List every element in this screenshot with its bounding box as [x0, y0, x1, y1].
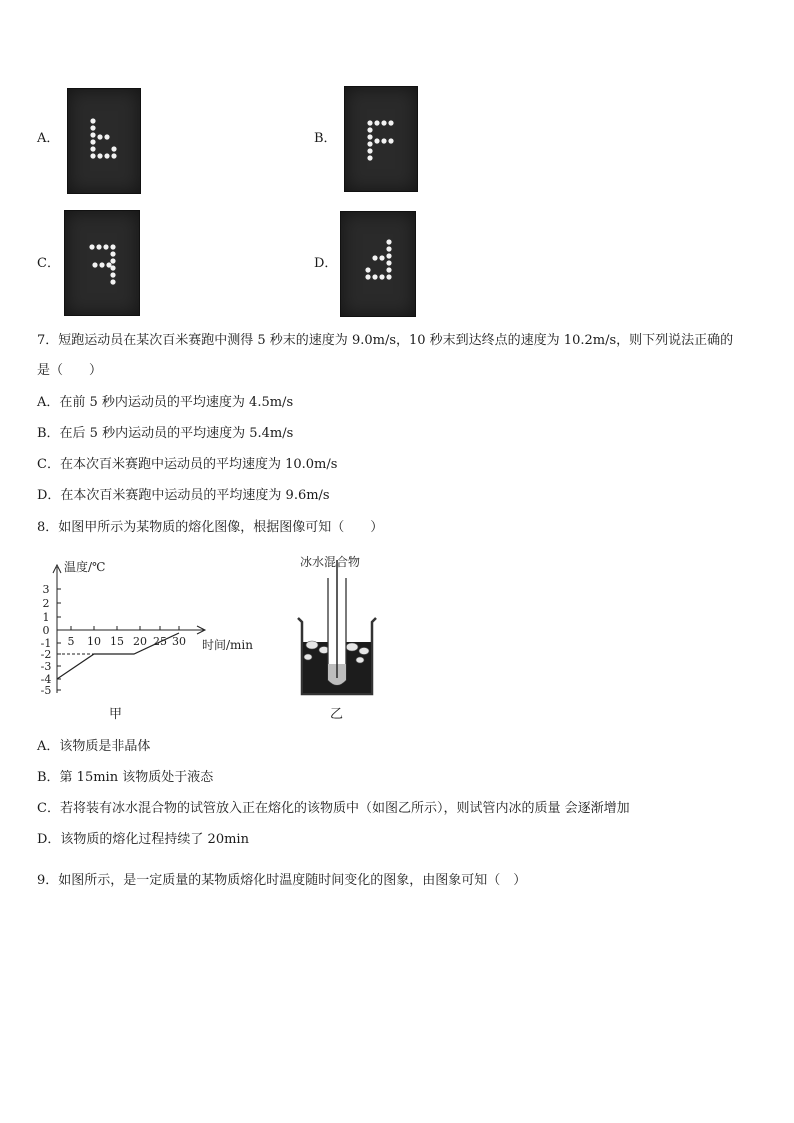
- q8-option-a: A．该物质是非晶体: [37, 739, 151, 754]
- y-tick-label: 1: [42, 611, 50, 624]
- q6-option-c-label: C．: [37, 256, 60, 271]
- dot-pattern-mirror-f-icon: [65, 211, 139, 315]
- q8-option-b: B．第 15min 该物质处于液态: [37, 770, 214, 785]
- y-axis-label: 温度/℃: [64, 560, 106, 574]
- y-tick-label: 2: [42, 597, 50, 610]
- q8-apparatus-caption: 乙: [330, 707, 344, 722]
- y-tick-label: -1: [40, 637, 52, 650]
- x-tick-label: 20: [133, 635, 147, 648]
- q6-option-d-label: D．: [314, 256, 338, 271]
- apparatus-label: 冰水混合物: [300, 555, 361, 569]
- q7-option-a: A．在前 5 秒内运动员的平均速度为 4.5m/s: [37, 395, 294, 410]
- q8-option-c: C．若将装有冰水混合物的试管放入正在熔化的该物质中（如图乙所示），则试管内冰的质量 会逐渐增加: [37, 801, 630, 816]
- q8-stem: 8．如图甲所示为某物质的熔化图像，根据图像可知（ ）: [37, 520, 384, 535]
- q8-graph-jia: [36, 553, 266, 703]
- q7-stem-line1: 7．短跑运动员在某次百米赛跑中测得 5 秒末的速度为 9.0m/s，10 秒末到达终点的速度为 10.2m/s，则下列说法正确的: [37, 333, 734, 348]
- q7-option-d: D．在本次百米赛跑中运动员的平均速度为 9.6m/s: [37, 488, 330, 503]
- dot-pattern-tee-left-icon: [341, 212, 415, 316]
- dot-pattern-f-icon: [345, 87, 417, 191]
- x-tick-label: 15: [110, 635, 124, 648]
- x-tick-label: 5: [67, 635, 75, 648]
- x-axis-label: 时间/min: [202, 638, 253, 652]
- q6-option-b-image: [344, 86, 418, 192]
- q6-option-a-image: [67, 88, 141, 194]
- q9-stem: 9．如图所示，是一定质量的某物质熔化时温度随时间变化的图象，由图象可知（ ）: [37, 873, 527, 888]
- y-tick-label: -2: [40, 648, 52, 661]
- q7-stem-line2: 是（ ）: [37, 363, 103, 378]
- y-tick-label: 3: [42, 583, 50, 596]
- q6-option-c-image: [64, 210, 140, 316]
- y-tick-label: 0: [42, 624, 50, 637]
- y-tick-label: -4: [40, 673, 52, 686]
- q6-option-d-image: [340, 211, 416, 317]
- q7-option-b: B．在后 5 秒内运动员的平均速度为 5.4m/s: [37, 426, 294, 441]
- y-tick-label: -3: [40, 660, 52, 673]
- q6-option-a-label: A．: [37, 131, 60, 146]
- x-tick-label: 10: [87, 635, 101, 648]
- dot-pattern-tee-right-icon: [68, 89, 140, 193]
- q6-option-b-label: B．: [314, 131, 337, 146]
- q8-option-d: D．该物质的熔化过程持续了 20min: [37, 832, 249, 847]
- x-tick-label: 30: [172, 635, 186, 648]
- y-ticks: [57, 589, 61, 690]
- q7-option-c: C．在本次百米赛跑中运动员的平均速度为 10.0m/s: [37, 457, 338, 472]
- y-tick-label: -5: [40, 684, 52, 697]
- q8-graph-caption: 甲: [109, 707, 123, 722]
- q8-apparatus-yi: [290, 552, 390, 700]
- x-ticks: [71, 626, 179, 630]
- x-tick-label: 25: [153, 635, 167, 648]
